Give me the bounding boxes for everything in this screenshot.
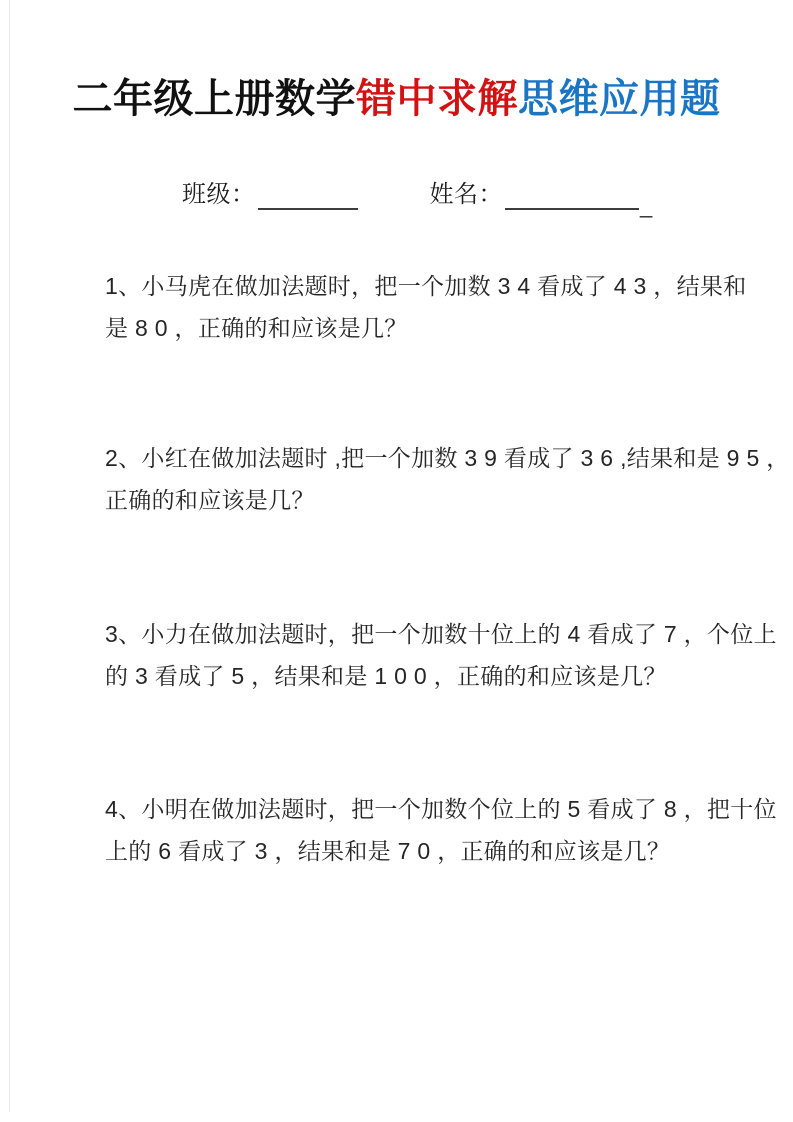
question-line: 4、小明在做加法题时，把一个加数个位上的 5 看成了 8 ，把十位 bbox=[105, 796, 777, 822]
title-segment-black: 二年级上册数学 bbox=[72, 77, 356, 121]
question-line: 的 3 看成了 5 ，结果和是 1 0 0 ，正确的和应该是几？ bbox=[105, 663, 667, 689]
question-line: 1、小马虎在做加法题时，把一个加数 3 4 看成了 4 3 ，结果和 bbox=[105, 273, 747, 299]
question-line: 上的 6 看成了 3 ，结果和是 7 0 ，正确的和应该是几？ bbox=[105, 838, 671, 864]
title-segment-blue: 思维应用题 bbox=[518, 77, 721, 121]
question-line: 2、小红在做加法题时 ,把一个加数 3 9 看成了 3 6 ,结果和是 9 5 ， bbox=[105, 445, 790, 471]
question-item-4 bbox=[105, 788, 777, 872]
class-blank-line bbox=[258, 180, 358, 210]
question-line: 正确的和应该是几？ bbox=[105, 487, 315, 513]
question-line: 是 8 0 ，正确的和应该是几？ bbox=[105, 315, 408, 341]
question-item-2 bbox=[105, 437, 790, 521]
name-blank-tail: _ bbox=[640, 193, 653, 218]
class-label: 班级： bbox=[182, 181, 256, 208]
worksheet-title bbox=[0, 76, 793, 122]
student-info-row bbox=[182, 176, 653, 218]
question-item-1 bbox=[105, 265, 747, 349]
question-item-3 bbox=[105, 613, 777, 697]
name-label: 姓名： bbox=[429, 181, 503, 208]
name-blank-line bbox=[505, 180, 639, 210]
title-segment-red: 错中求解 bbox=[356, 77, 518, 121]
page-left-rule bbox=[9, 0, 10, 1112]
question-line: 3、小力在做加法题时，把一个加数十位上的 4 看成了 7 ，个位上 bbox=[105, 621, 777, 647]
